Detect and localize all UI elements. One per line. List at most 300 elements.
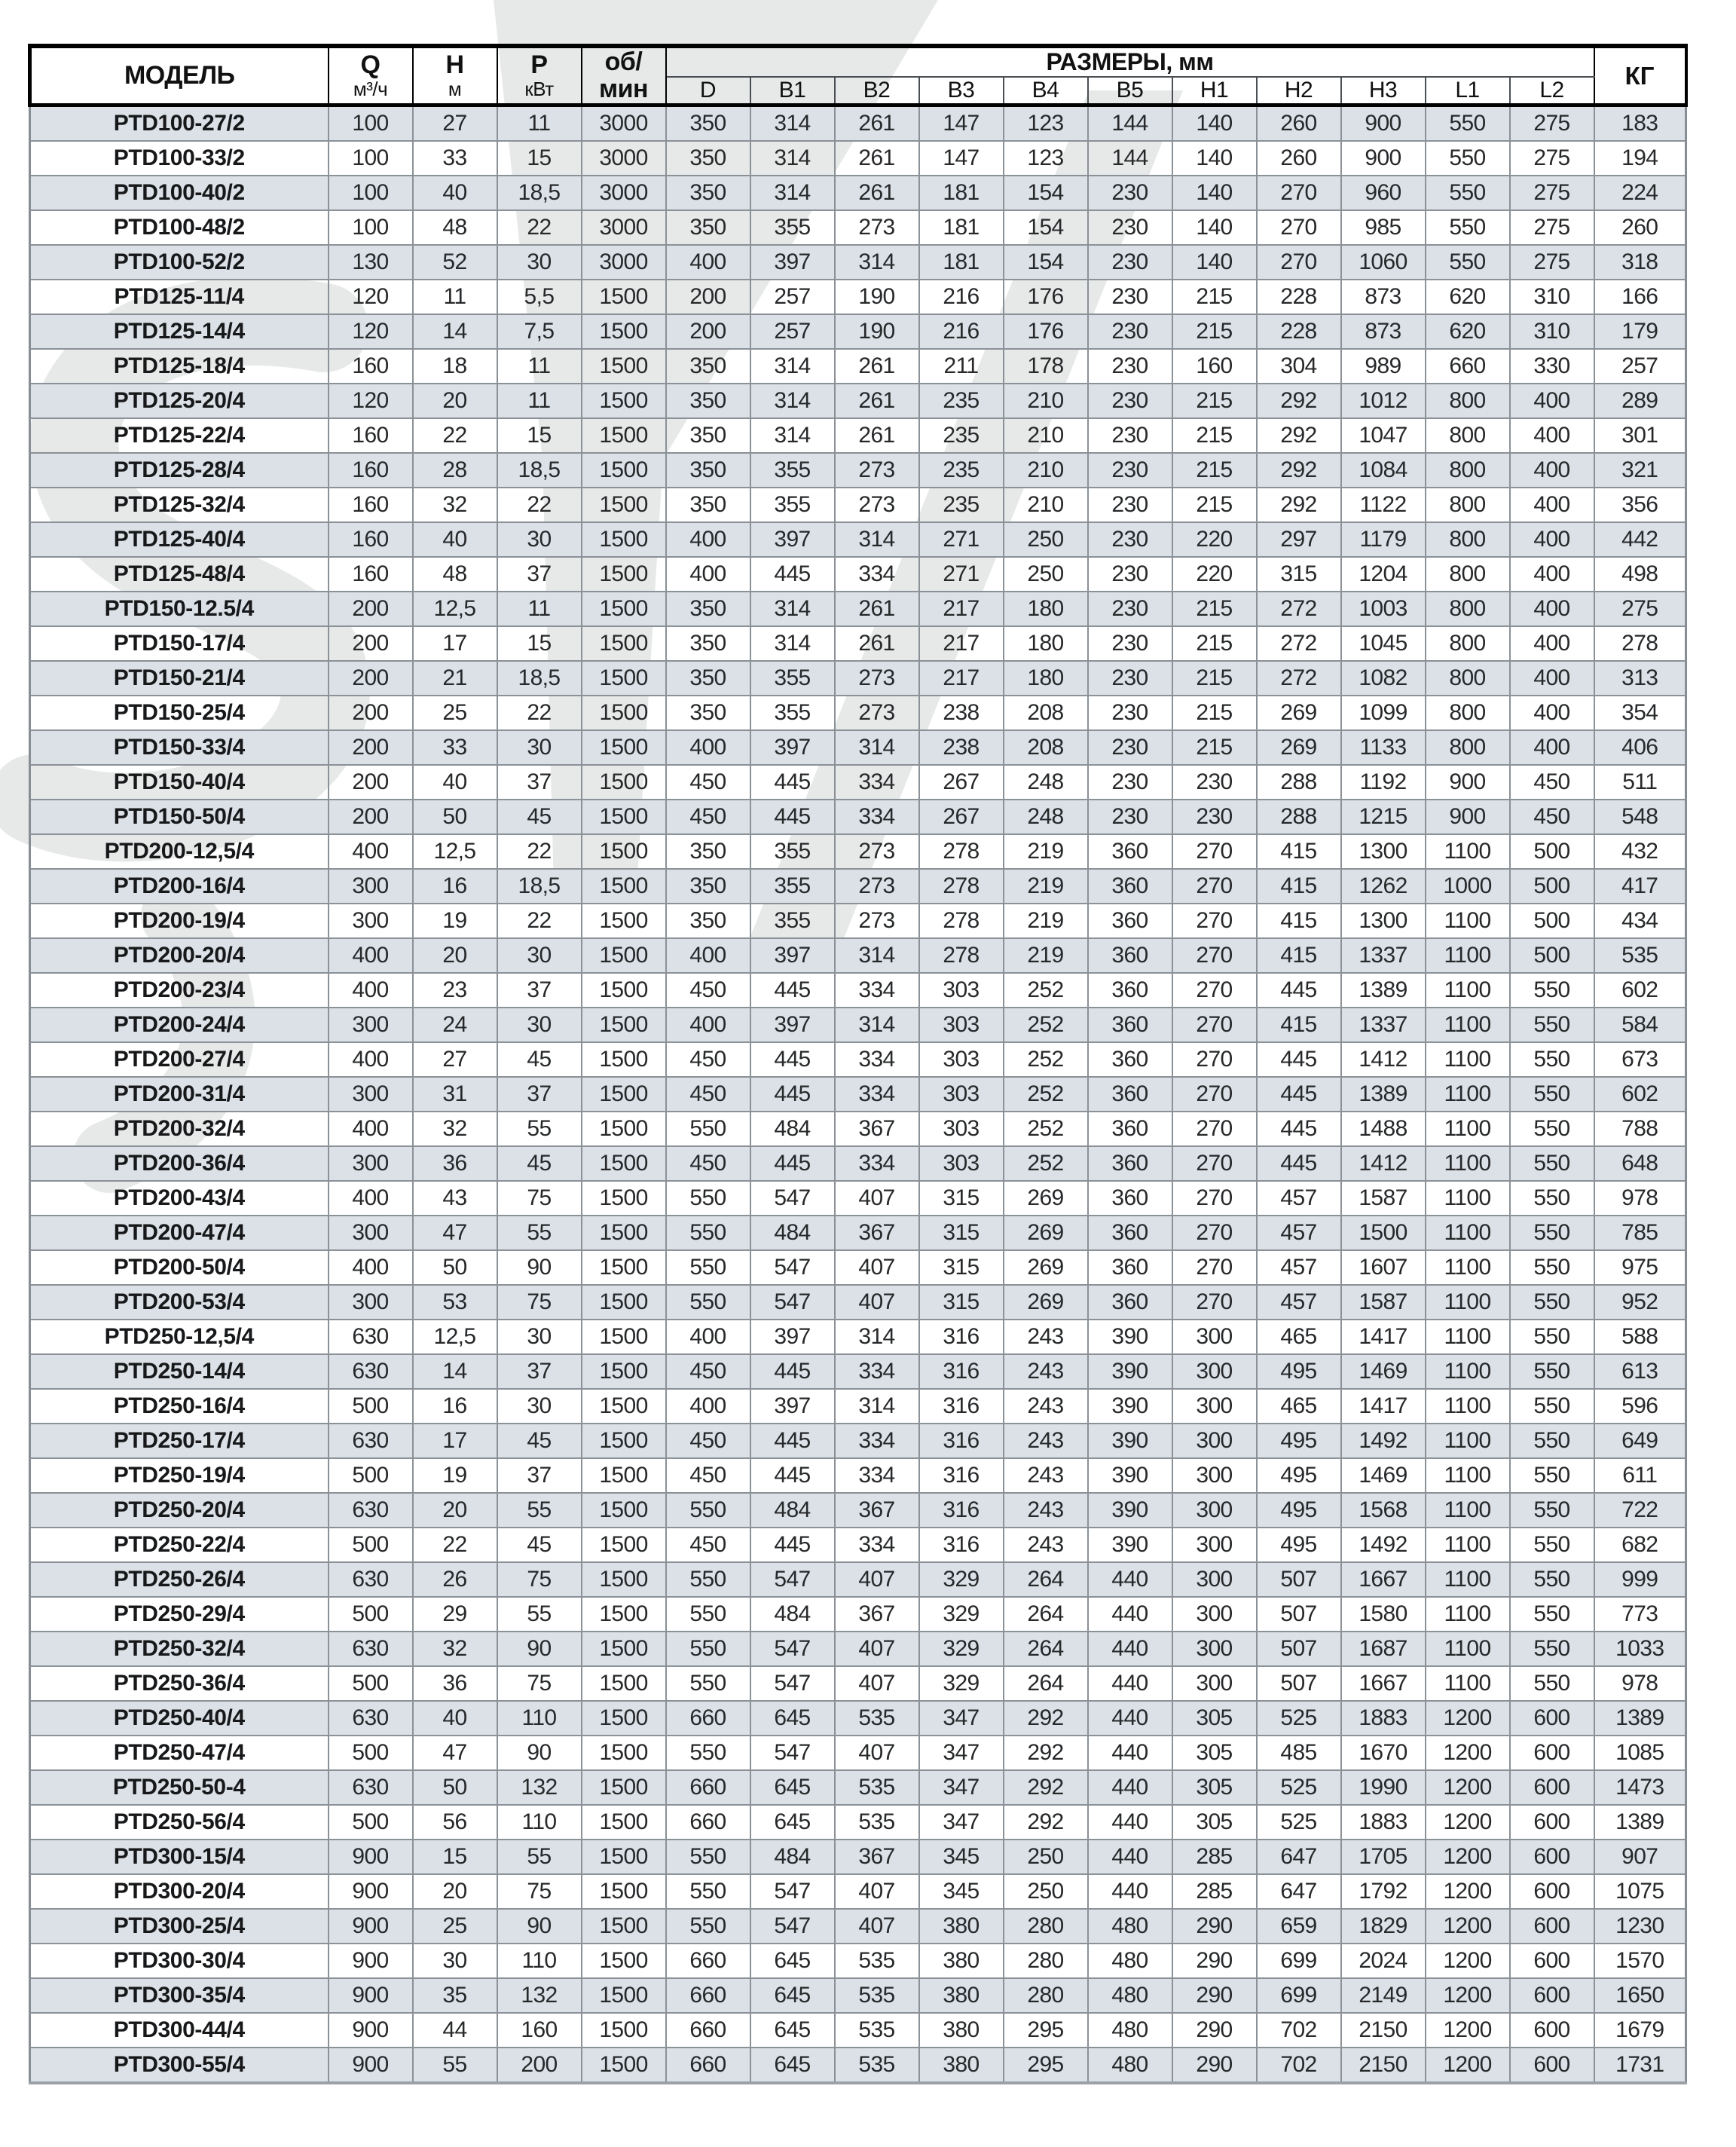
value-cell: 400 [666,730,750,765]
value-cell: 15 [413,1840,497,1874]
value-cell: 278 [1594,626,1686,661]
value-cell: 270 [1172,1285,1257,1320]
value-cell: 1100 [1426,1493,1510,1528]
value-cell: 480 [1088,1944,1172,1978]
value-cell: 785 [1594,1216,1686,1250]
value-cell: 1469 [1341,1458,1426,1493]
value-cell: 380 [919,2013,1004,2048]
value-cell: 269 [1004,1181,1088,1216]
value-cell: 140 [1172,210,1257,245]
value-cell: 303 [919,1112,1004,1146]
value-cell: 22 [497,210,582,245]
value-cell: 270 [1172,1250,1257,1285]
value-cell: 457 [1257,1250,1341,1285]
value-cell: 270 [1257,245,1341,280]
value-cell: 316 [919,1493,1004,1528]
value-cell: 659 [1257,1909,1341,1944]
value-cell: 1200 [1426,1874,1510,1909]
value-cell: 1500 [582,1597,666,1632]
q-unit: м³/ч [353,77,388,100]
value-cell: 550 [1510,1354,1594,1389]
value-cell: 270 [1172,1216,1257,1250]
model-cell: PTD250-26/4 [30,1562,329,1597]
value-cell: 535 [1594,938,1686,973]
value-cell: 273 [835,210,919,245]
value-cell: 18,5 [497,661,582,696]
value-cell: 1230 [1594,1909,1686,1944]
value-cell: 100 [329,176,413,210]
value-cell: 261 [835,592,919,626]
value-cell: 390 [1088,1389,1172,1424]
value-cell: 1500 [582,349,666,384]
value-cell: 1192 [1341,765,1426,800]
value-cell: 334 [835,1077,919,1112]
value-cell: 1033 [1594,1632,1686,1666]
value-cell: 440 [1088,1701,1172,1736]
value-cell: 800 [1426,522,1510,557]
value-cell: 261 [835,106,919,142]
table-row [30,592,1686,626]
value-cell: 547 [750,1250,835,1285]
value-cell: 355 [750,869,835,904]
value-cell: 200 [329,800,413,834]
value-cell: 1667 [1341,1562,1426,1597]
value-cell: 647 [1257,1874,1341,1909]
value-cell: 407 [835,1736,919,1770]
value-cell: 1133 [1341,730,1426,765]
value-cell: 457 [1257,1181,1341,1216]
value-cell: 314 [835,1389,919,1424]
value-cell: 11 [413,280,497,314]
value-cell: 11 [497,106,582,142]
table-row [30,1597,1686,1632]
value-cell: 900 [329,1944,413,1978]
value-cell: 290 [1172,1909,1257,1944]
value-cell: 1500 [582,453,666,488]
value-cell: 166 [1594,280,1686,314]
value-cell: 270 [1172,1008,1257,1042]
value-cell: 550 [666,1493,750,1528]
value-cell: 147 [919,141,1004,176]
value-cell: 440 [1088,1874,1172,1909]
value-cell: 289 [1594,384,1686,418]
value-cell: 400 [666,1389,750,1424]
value-cell: 800 [1426,384,1510,418]
value-cell: 15 [497,141,582,176]
col-header-h [413,46,497,106]
value-cell: 304 [1257,349,1341,384]
value-cell: 1492 [1341,1424,1426,1458]
value-cell: 500 [329,1528,413,1562]
value-cell: 238 [919,696,1004,730]
value-cell: 264 [1004,1562,1088,1597]
value-cell: 1200 [1426,1909,1510,1944]
value-cell: 800 [1426,661,1510,696]
value-cell: 445 [750,973,835,1008]
value-cell: 350 [666,384,750,418]
value-cell: 290 [1172,1978,1257,2013]
table-row [30,141,1686,176]
value-cell: 500 [329,1597,413,1632]
value-cell: 275 [1510,106,1594,142]
value-cell: 90 [497,1250,582,1285]
value-cell: 645 [750,1978,835,2013]
value-cell: 1500 [582,1909,666,1944]
value-cell: 1500 [582,696,666,730]
value-cell: 1500 [582,1701,666,1736]
value-cell: 269 [1257,696,1341,730]
value-cell: 292 [1004,1770,1088,1805]
value-cell: 547 [750,1736,835,1770]
value-cell: 788 [1594,1112,1686,1146]
value-cell: 613 [1594,1354,1686,1389]
value-cell: 600 [1510,1944,1594,1978]
value-cell: 1000 [1426,869,1510,904]
value-cell: 270 [1257,176,1341,210]
table-row [30,2013,1686,2048]
model-cell: PTD200-53/4 [30,1285,329,1320]
value-cell: 230 [1088,696,1172,730]
value-cell: 267 [919,800,1004,834]
table-row [30,1736,1686,1770]
value-cell: 480 [1088,2048,1172,2083]
value-cell: 269 [1004,1216,1088,1250]
value-cell: 367 [835,1216,919,1250]
value-cell: 800 [1426,592,1510,626]
value-cell: 75 [497,1181,582,1216]
value-cell: 450 [1510,765,1594,800]
value-cell: 1100 [1426,834,1510,869]
value-cell: 907 [1594,1840,1686,1874]
value-cell: 217 [919,661,1004,696]
value-cell: 380 [919,1944,1004,1978]
value-cell: 900 [329,2048,413,2083]
value-cell: 210 [1004,418,1088,453]
value-cell: 290 [1172,2048,1257,2083]
value-cell: 1200 [1426,1840,1510,1874]
value-cell: 273 [835,661,919,696]
value-cell: 900 [1341,106,1426,142]
value-cell: 285 [1172,1840,1257,1874]
value-cell: 300 [329,904,413,938]
value-cell: 1417 [1341,1320,1426,1354]
value-cell: 179 [1594,314,1686,349]
model-cell: PTD150-33/4 [30,730,329,765]
value-cell: 178 [1004,349,1088,384]
value-cell: 550 [666,1840,750,1874]
value-cell: 140 [1172,141,1257,176]
value-cell: 180 [1004,661,1088,696]
value-cell: 264 [1004,1632,1088,1666]
value-cell: 257 [1594,349,1686,384]
model-cell: PTD250-16/4 [30,1389,329,1424]
value-cell: 440 [1088,1805,1172,1840]
value-cell: 230 [1088,730,1172,765]
value-cell: 47 [413,1216,497,1250]
value-cell: 1500 [582,418,666,453]
value-cell: 3000 [582,210,666,245]
value-cell: 210 [1004,488,1088,522]
value-cell: 315 [919,1250,1004,1285]
value-cell: 507 [1257,1562,1341,1597]
value-cell: 350 [666,661,750,696]
value-cell: 18,5 [497,453,582,488]
value-cell: 219 [1004,869,1088,904]
value-cell: 215 [1172,280,1257,314]
value-cell: 11 [497,384,582,418]
value-cell: 243 [1004,1389,1088,1424]
value-cell: 45 [497,1424,582,1458]
value-cell: 292 [1257,488,1341,522]
value-cell: 75 [497,1562,582,1597]
value-cell: 400 [329,973,413,1008]
model-cell: PTD125-40/4 [30,522,329,557]
value-cell: 1500 [582,1354,666,1389]
value-cell: 900 [1426,800,1510,834]
value-cell: 160 [1172,349,1257,384]
table-row [30,106,1686,142]
value-cell: 1473 [1594,1770,1686,1805]
value-cell: 535 [835,1978,919,2013]
value-cell: 273 [835,904,919,938]
col-header-b3: B3 [919,77,1004,106]
value-cell: 495 [1257,1528,1341,1562]
value-cell: 525 [1257,1701,1341,1736]
value-cell: 20 [413,1874,497,1909]
h-unit: м [448,77,462,100]
value-cell: 660 [666,2013,750,2048]
value-cell: 484 [750,1840,835,1874]
value-cell: 400 [1510,384,1594,418]
value-cell: 310 [1510,280,1594,314]
value-cell: 22 [497,834,582,869]
value-cell: 1100 [1426,1320,1510,1354]
value-cell: 400 [329,1042,413,1077]
value-cell: 440 [1088,1597,1172,1632]
value-cell: 330 [1510,349,1594,384]
value-cell: 110 [497,1701,582,1736]
value-cell: 1100 [1426,1077,1510,1112]
table-row [30,1216,1686,1250]
value-cell: 190 [835,314,919,349]
value-cell: 316 [919,1354,1004,1389]
value-cell: 985 [1341,210,1426,245]
value-cell: 56 [413,1805,497,1840]
value-cell: 252 [1004,973,1088,1008]
value-cell: 1580 [1341,1597,1426,1632]
value-cell: 445 [750,1042,835,1077]
value-cell: 1100 [1426,1597,1510,1632]
value-cell: 200 [329,765,413,800]
value-cell: 440 [1088,1770,1172,1805]
value-cell: 14 [413,1354,497,1389]
value-cell: 1200 [1426,1978,1510,2013]
value-cell: 550 [1510,1216,1594,1250]
value-cell: 702 [1257,2048,1341,2083]
value-cell: 90 [497,1632,582,1666]
table-row [30,730,1686,765]
value-cell: 292 [1257,453,1341,488]
value-cell: 31 [413,1077,497,1112]
col-header-kg: КГ [1594,46,1686,106]
value-cell: 550 [1426,245,1510,280]
value-cell: 300 [1172,1320,1257,1354]
value-cell: 292 [1004,1701,1088,1736]
value-cell: 1500 [582,1874,666,1909]
value-cell: 280 [1004,1909,1088,1944]
value-cell: 407 [835,1285,919,1320]
value-cell: 1500 [582,2013,666,2048]
value-cell: 250 [1004,1840,1088,1874]
value-cell: 300 [1172,1424,1257,1458]
value-cell: 288 [1257,765,1341,800]
value-cell: 535 [835,2048,919,2083]
value-cell: 120 [329,280,413,314]
value-cell: 500 [329,1666,413,1701]
value-cell: 144 [1088,106,1172,142]
value-cell: 350 [666,904,750,938]
value-cell: 250 [1004,1874,1088,1909]
value-cell: 215 [1172,730,1257,765]
value-cell: 100 [329,210,413,245]
value-cell: 301 [1594,418,1686,453]
value-cell: 400 [1510,661,1594,696]
value-cell: 1389 [1341,1077,1426,1112]
value-cell: 160 [329,557,413,592]
value-cell: 550 [1510,1493,1594,1528]
value-cell: 334 [835,1424,919,1458]
model-cell: PTD100-52/2 [30,245,329,280]
value-cell: 334 [835,1528,919,1562]
value-cell: 390 [1088,1493,1172,1528]
value-cell: 230 [1088,210,1172,245]
value-cell: 230 [1088,661,1172,696]
value-cell: 434 [1594,904,1686,938]
value-cell: 37 [497,765,582,800]
value-cell: 1883 [1341,1701,1426,1736]
value-cell: 313 [1594,661,1686,696]
value-cell: 547 [750,1666,835,1701]
value-cell: 550 [1426,210,1510,245]
table-row [30,2048,1686,2083]
value-cell: 450 [666,1528,750,1562]
value-cell: 550 [1510,1458,1594,1493]
value-cell: 314 [750,626,835,661]
value-cell: 380 [919,2048,1004,2083]
value-cell: 407 [835,1909,919,1944]
value-cell: 660 [666,1701,750,1736]
table-row [30,488,1686,522]
model-cell: PTD125-18/4 [30,349,329,384]
value-cell: 321 [1594,453,1686,488]
value-cell: 1679 [1594,2013,1686,2048]
value-cell: 16 [413,869,497,904]
model-cell: PTD200-32/4 [30,1112,329,1146]
value-cell: 314 [750,349,835,384]
value-cell: 360 [1088,1250,1172,1285]
value-cell: 350 [666,834,750,869]
value-cell: 55 [497,1112,582,1146]
value-cell: 235 [919,488,1004,522]
value-cell: 27 [413,1042,497,1077]
value-cell: 257 [750,280,835,314]
value-cell: 1082 [1341,661,1426,696]
value-cell: 160 [329,488,413,522]
value-cell: 20 [413,1493,497,1528]
value-cell: 22 [413,1528,497,1562]
value-cell: 390 [1088,1458,1172,1493]
value-cell: 314 [835,938,919,973]
value-cell: 300 [329,869,413,904]
value-cell: 75 [497,1285,582,1320]
value-cell: 32 [413,488,497,522]
value-cell: 27 [413,106,497,142]
value-cell: 1500 [582,1666,666,1701]
value-cell: 243 [1004,1424,1088,1458]
value-cell: 550 [1510,1562,1594,1597]
value-cell: 673 [1594,1042,1686,1077]
value-cell: 535 [835,1805,919,1840]
value-cell: 397 [750,1320,835,1354]
value-cell: 211 [919,349,1004,384]
value-cell: 415 [1257,869,1341,904]
value-cell: 620 [1426,280,1510,314]
value-cell: 269 [1004,1285,1088,1320]
value-cell: 230 [1088,280,1172,314]
value-cell: 900 [329,1909,413,1944]
model-cell: PTD300-44/4 [30,2013,329,2048]
col-group-dimensions: РАЗМЕРЫ, мм [666,46,1594,77]
value-cell: 400 [1510,453,1594,488]
value-cell: 525 [1257,1770,1341,1805]
value-cell: 26 [413,1562,497,1597]
value-cell: 355 [750,661,835,696]
value-cell: 252 [1004,1077,1088,1112]
value-cell: 360 [1088,1146,1172,1181]
value-cell: 1705 [1341,1840,1426,1874]
model-cell: PTD125-20/4 [30,384,329,418]
value-cell: 600 [1510,1909,1594,1944]
model-cell: PTD300-20/4 [30,1874,329,1909]
value-cell: 350 [666,626,750,661]
value-cell: 243 [1004,1493,1088,1528]
value-cell: 397 [750,522,835,557]
value-cell: 18,5 [497,869,582,904]
value-cell: 600 [1510,1805,1594,1840]
value-cell: 1883 [1341,1805,1426,1840]
value-cell: 547 [750,1285,835,1320]
value-cell: 290 [1172,2013,1257,2048]
value-cell: 295 [1004,2048,1088,2083]
col-header-p [497,46,582,106]
value-cell: 550 [666,1874,750,1909]
model-cell: PTD200-47/4 [30,1216,329,1250]
value-cell: 445 [750,800,835,834]
value-cell: 525 [1257,1805,1341,1840]
value-cell: 1100 [1426,1389,1510,1424]
value-cell: 314 [835,1008,919,1042]
value-cell: 1500 [582,557,666,592]
value-cell: 210 [1004,384,1088,418]
value-cell: 547 [750,1181,835,1216]
value-cell: 275 [1510,176,1594,210]
value-cell: 20 [413,384,497,418]
value-cell: 334 [835,1146,919,1181]
value-cell: 620 [1426,314,1510,349]
value-cell: 334 [835,973,919,1008]
value-cell: 300 [329,1077,413,1112]
value-cell: 243 [1004,1320,1088,1354]
